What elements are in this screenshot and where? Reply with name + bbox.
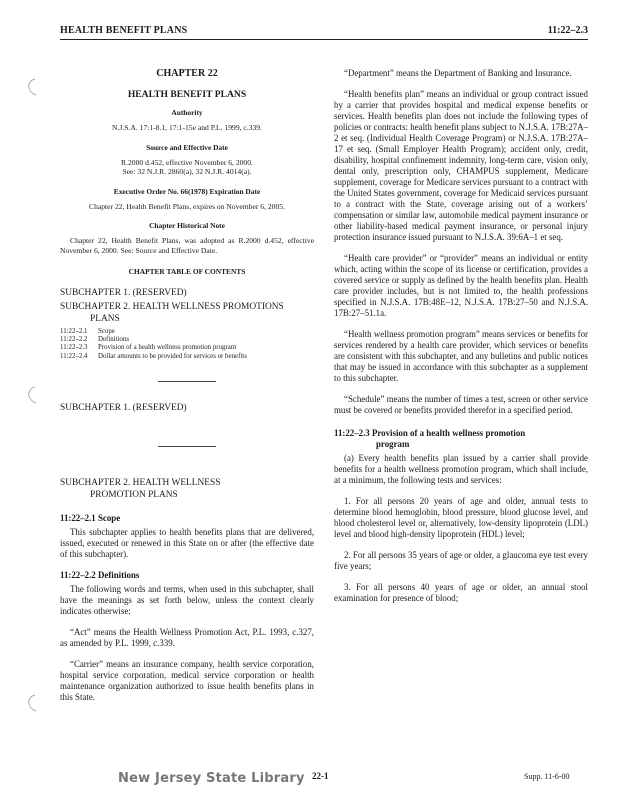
toc-item[interactable]: 11:22–2.3 Provision of a health wellness promotion program [60, 344, 237, 352]
toc-list [60, 328, 314, 362]
toc-heading: CHAPTER TABLE OF CONTENTS [128, 266, 246, 276]
section-2-1-title: 11:22–2.1 Scope [60, 513, 121, 524]
source-text-1: R.2000 d.452, effective November 6, 2000. [121, 157, 253, 167]
page-number: 22-1 [312, 771, 329, 781]
binder-hole-mark [24, 78, 38, 96]
section-2-3-a: (a) Every health benefits plan issued by a carrier shall provide benefits for a health wellness promotion program, which shall include, at a minimum, the following tests and services: [334, 453, 588, 485]
subchapter-2-heading-cont: PROMOTION PLANS [90, 490, 178, 501]
section-2-3-item-2: 2. For all persons 35 years of age or older, a glaucoma eye test every five years; [334, 550, 588, 571]
historical-note-heading: Chapter Historical Note [149, 221, 225, 231]
chapter-title: HEALTH BENEFIT PLANS [127, 89, 247, 100]
running-header [60, 25, 588, 40]
toc-item[interactable]: 11:22–2.1 Scope [60, 327, 115, 335]
executive-order-heading: Executive Order No. 66(1978) Expiration Date [113, 186, 261, 196]
divider [158, 381, 216, 382]
header-section: 11:22–2.3 [547, 25, 588, 36]
authority-heading: Authority [171, 108, 203, 117]
section-2-3-item-3: 3. For all persons 40 years of age or older, an annual stool examination for presence of blood; [334, 582, 588, 603]
source-text-2: See: 32 N.J.R. 2860(a), 32 N.J.R. 4014(a). [122, 167, 252, 177]
library-stamp: New Jersey State Library [118, 771, 305, 786]
supplement-date: Supp. 11-6-00 [524, 772, 570, 781]
header-title: HEALTH BENEFIT PLANS [60, 25, 188, 36]
source-heading: Source and Effective Date [146, 142, 228, 152]
divider [158, 446, 216, 447]
historical-note-text: Chapter 22, Health Benefit Plans, was adopted as R.2000 d.452, effective November 6, 2000. See: Source and Effective Date. [60, 236, 314, 255]
executive-order-text: Chapter 22, Health Benefit Plans, expires on November 6, 2005. [89, 201, 285, 211]
chapter-number: CHAPTER 22 [156, 68, 218, 79]
toc-subchapter-1: SUBCHAPTER 1. (RESERVED) [60, 287, 187, 298]
definition-health-benefits-plan: “Health benefits plan” means an individual or group contract issued by a carrier that provides hospital and medical expense benefits or services. Health benefits plan does not include the following types of policies or contracts: health benefit plans subject to N.J.S.A. 17B:27A–2 et seq. (Individual Health Coverage Program) or N.J.S.A. 17B:27A–17 et seq. (Small Employer Health Program); accident only, credit, disability, hospital confinement indemnity, long-term care, vision only, dental only, prescription only, CHAMPUS supplement, Medicare supplement, coverage for Medicare services pursuant to a contract with the United States government, coverage for Medicaid services pursuant to a contract with the State, coverage arising out of a workers’ compensation or similar law, automobile medical payment insurance or other liability-based medical payment insurance, or personal injury protection insurance issued pursuant to N.J.S.A. 39:6A–1 et seq. [334, 89, 588, 242]
section-2-3-title-cont: program [376, 439, 410, 449]
binder-hole-mark [24, 694, 38, 712]
toc-subchapter-2: SUBCHAPTER 2. HEALTH WELLNESS PROMOTIONS [60, 301, 284, 312]
binder-hole-mark [24, 386, 38, 404]
toc-item[interactable]: 11:22–2.4 Dollar amounts to be provided for services or benefits [60, 352, 247, 360]
subchapter-1-heading: SUBCHAPTER 1. (RESERVED) [60, 403, 187, 414]
section-2-3-title: 11:22–2.3 Provision of a health wellness promotion [334, 428, 526, 438]
definition-wellness-program: “Health wellness promotion program” means services or benefits for services rendered by a health care provider, which services or benefits are consistent with this subchapter, and any bulletins and public notices that may be issued in accordance with this subchapter as a supplement to this subchapter. [334, 329, 588, 383]
definition-department: “Department” means the Department of Banking and Insurance. [344, 68, 572, 78]
toc-subchapter-2-cont: PLANS [90, 313, 120, 324]
toc-item[interactable]: 11:22–2.2 Definitions [60, 335, 130, 343]
definition-carrier: “Carrier” means an insurance company, health service corporation, hospital service corporation, medical service corporation or health maintenance organization authorized to issue health benefits plans in this State. [60, 659, 314, 703]
section-2-2-title: 11:22–2.2 Definitions [60, 570, 140, 581]
section-2-3-item-1: 1. For all persons 20 years of age and older, annual tests to determine blood hemoglobin, blood pressure, blood glucose level, and blood cholesterol level or, alternatively, low-density lipoprotein (LDL) level and blood high-density lipoprotein (HDL) level; [334, 496, 588, 539]
definition-health-care-provider: “Health care provider” or “provider” means an individual or entity which, acting within the scope of its license or certification, provides a covered service or supply as defined by the health benefits plan. Health care provider includes, but is not limited to, the health professions specified in N.J.S.A. 17B:48E–12, N.J.S.A. 17B:27–50 and N.J.S.A. 17B:27–51.1a. [334, 253, 588, 318]
section-2-2-intro: The following words and terms, when used in this subchapter, shall have the meanings as set forth below, unless the context clearly indicates otherwise: [60, 584, 314, 617]
right-column [334, 68, 588, 604]
section-2-1-text: This subchapter applies to health benefits plans that are delivered, issued, executed or renewed in this State on or after (the effective date of this subchapter). [60, 527, 314, 560]
authority-text: N.J.S.A. 17:1-8.1, 17:1-15e and P.L. 1999, c.339. [112, 123, 262, 132]
left-column [60, 68, 314, 703]
definition-schedule: “Schedule” means the number of times a test, screen or other service must be covered or benefits provided therefor in a specified period. [334, 394, 588, 415]
subchapter-2-heading: SUBCHAPTER 2. HEALTH WELLNESS [60, 478, 221, 489]
definition-act: “Act” means the Health Wellness Promotion Act, P.L. 1993, c.327, as amended by P.L. 1999, c.339. [60, 627, 314, 649]
